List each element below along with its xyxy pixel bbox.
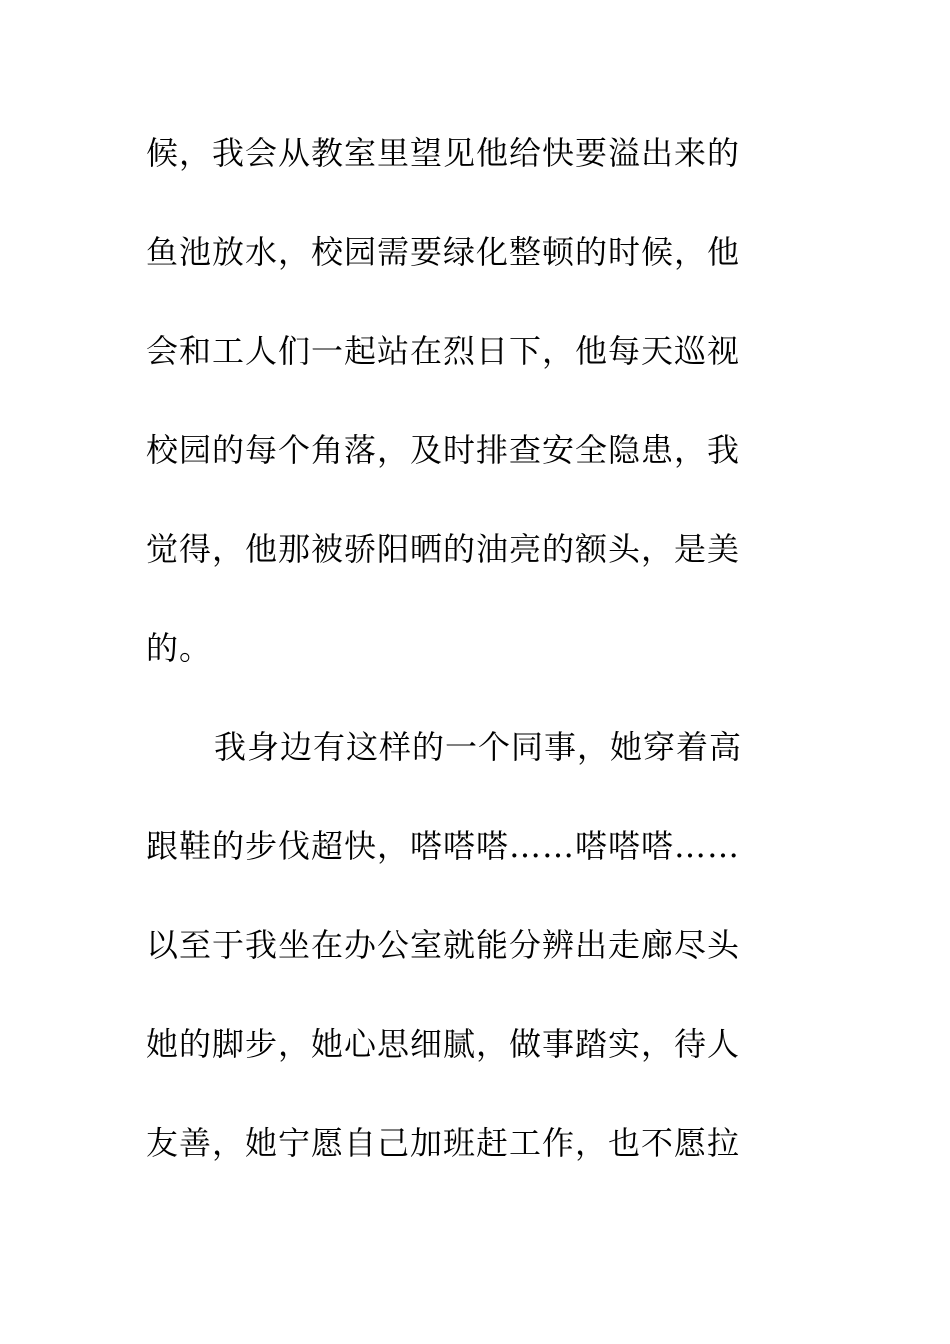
text-line: 她的脚步，她心思细腻，做事踏实，待人: [146, 1025, 741, 1063]
paragraph-start-line: 我身边有这样的一个同事，她穿着高: [214, 728, 743, 766]
text-line: 以至于我坐在办公室就能分辨出走廊尽头: [146, 926, 741, 964]
text-line: 候，我会从教室里望见他给快要溢出来的: [146, 134, 741, 172]
text-line: 校园的每个角落，及时排查安全隐患，我: [146, 431, 741, 469]
text-line: 会和工人们一起站在烈日下，他每天巡视: [146, 332, 741, 370]
text-line: 的。: [146, 629, 213, 667]
body-text: [146, 128, 786, 1217]
text-line: 跟鞋的步伐超快，嗒嗒嗒……嗒嗒嗒……: [146, 827, 741, 865]
text-line: 友善，她宁愿自己加班赶工作，也不愿拉: [146, 1124, 741, 1162]
text-line: 觉得，他那被骄阳晒的油亮的额头，是美: [146, 530, 741, 568]
text-line: 鱼池放水，校园需要绿化整顿的时候，他: [146, 233, 741, 271]
